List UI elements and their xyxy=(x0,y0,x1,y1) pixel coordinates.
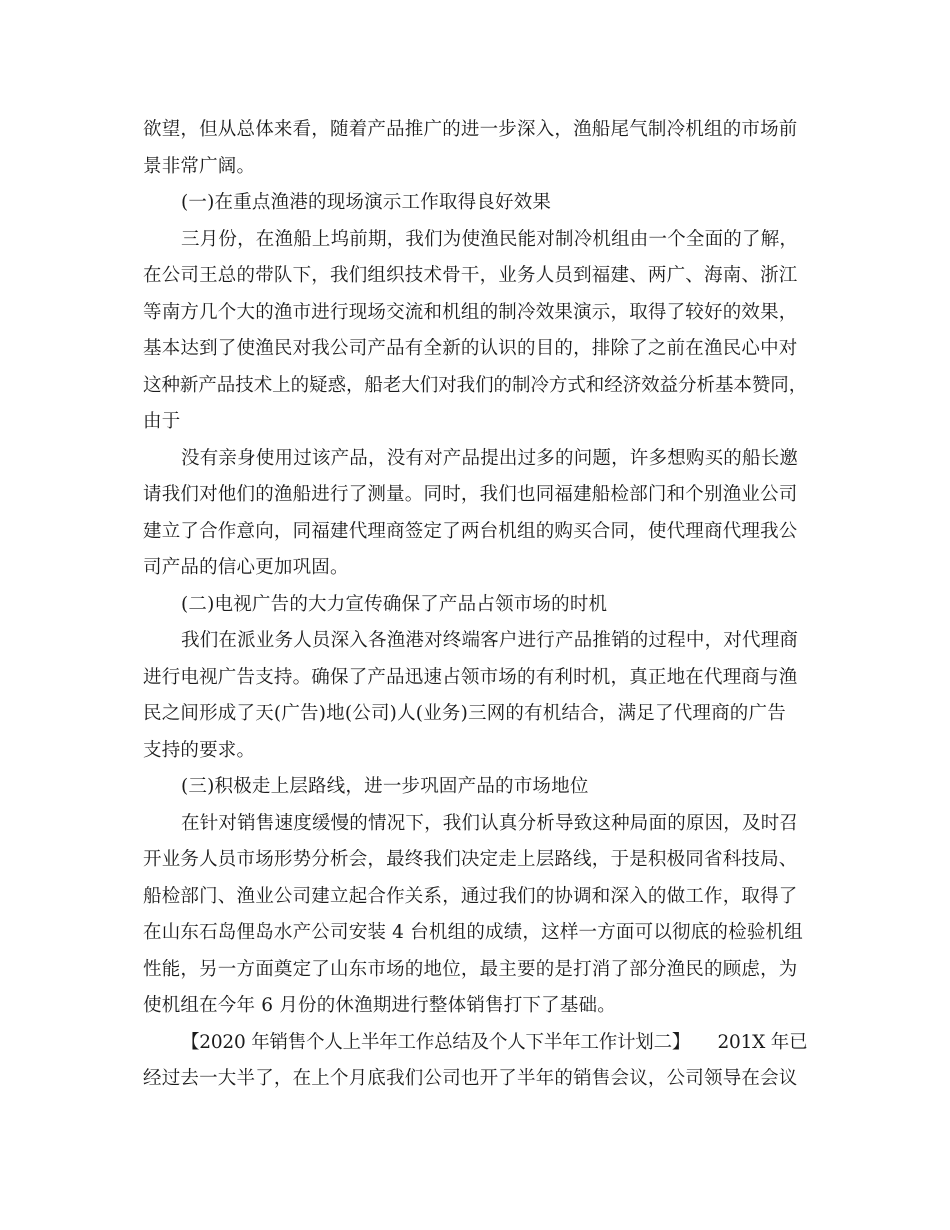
text-line: 司产品的信心更加巩固。 xyxy=(143,557,349,578)
text-line: 基本达到了使渔民对我公司产品有全新的认识的目的，排除了之前在渔民心中对 xyxy=(143,338,798,359)
text-line: 在公司王总的带队下，我们组织技术骨干，业务人员到福建、两广、海南、浙江 xyxy=(143,265,798,286)
text-line: 由于 xyxy=(143,411,181,432)
text-line: 进行电视广告支持。确保了产品迅速占领市场的有利时机，真正地在代理商与渔 xyxy=(143,666,798,688)
text-line: 没有亲身使用过该产品，没有对产品提出过多的问题，许多想购买的船长邀 xyxy=(181,447,799,469)
text-line: 使机组在今年 6 月份的休渔期进行整体销售打下了基础。 xyxy=(143,995,616,1016)
text-line: 性能，另一方面奠定了山东市场的地位，最主要的是打消了部分渔民的顾虑，为 xyxy=(143,958,798,980)
section-heading-3: (三)积极走上层路线，进一步巩固产品的市场地位 xyxy=(181,776,589,797)
text-line: 民之间形成了天(广告)地(公司)人(业务)三网的有机结合，满足了代理商的广告 xyxy=(143,703,786,724)
text-line: 经过去一大半了，在上个月底我们公司也开了半年的销售会议，公司领导在会议 xyxy=(143,1068,798,1089)
text-line: 请我们对他们的渔船进行了测量。同时，我们也同福建船检部门和个别渔业公司 xyxy=(143,484,798,505)
text-line: 等南方几个大的渔市进行现场交流和机组的制冷效果演示，取得了较好的效果， xyxy=(143,301,798,323)
text-line: 这种新产品技术上的疑惑，船老大们对我们的制冷方式和经济效益分析基本赞同， xyxy=(143,374,808,396)
section-heading-1: (一)在重点渔港的现场演示工作取得良好效果 xyxy=(181,192,552,213)
text-line: 建立了合作意向，同福建代理商签定了两台机组的购买合同，使代理商代理我公 xyxy=(143,520,798,542)
document-body xyxy=(143,112,807,1098)
text-line: 三月份，在渔船上坞前期，我们为使渔民能对制冷机组由一个全面的了解， xyxy=(181,228,799,250)
text-line: 支持的要求。 xyxy=(143,739,256,761)
text-line: 开业务人员市场形势分析会，最终我们决定走上层路线，于是积极同省科技局、 xyxy=(143,849,798,870)
text-line: 在山东石岛俚岛水产公司安装 4 台机组的成绩，这样一方面可以彻底的检验机组 xyxy=(143,922,803,943)
text-line: 船检部门、渔业公司建立起合作关系，通过我们的协调和深入的做工作，取得了 xyxy=(143,885,798,907)
text-line: 景非常广阔。 xyxy=(143,155,256,177)
section-title-line: 【2020 年销售个人上半年工作总结及个人下半年工作计划二】 201X 年已 xyxy=(181,1031,808,1053)
text-line: 欲望，但从总体来看，随着产品推广的进一步深入，渔船尾气制冷机组的市场前 xyxy=(143,119,798,140)
section-heading-2: (二)电视广告的大力宣传确保了产品占领市场的时机 xyxy=(181,593,608,615)
text-line: 我们在派业务人员深入各渔港对终端客户进行产品推销的过程中，对代理商 xyxy=(181,630,799,651)
text-line: 在针对销售速度缓慢的情况下，我们认真分析导致这种局面的原因，及时召 xyxy=(181,812,799,834)
